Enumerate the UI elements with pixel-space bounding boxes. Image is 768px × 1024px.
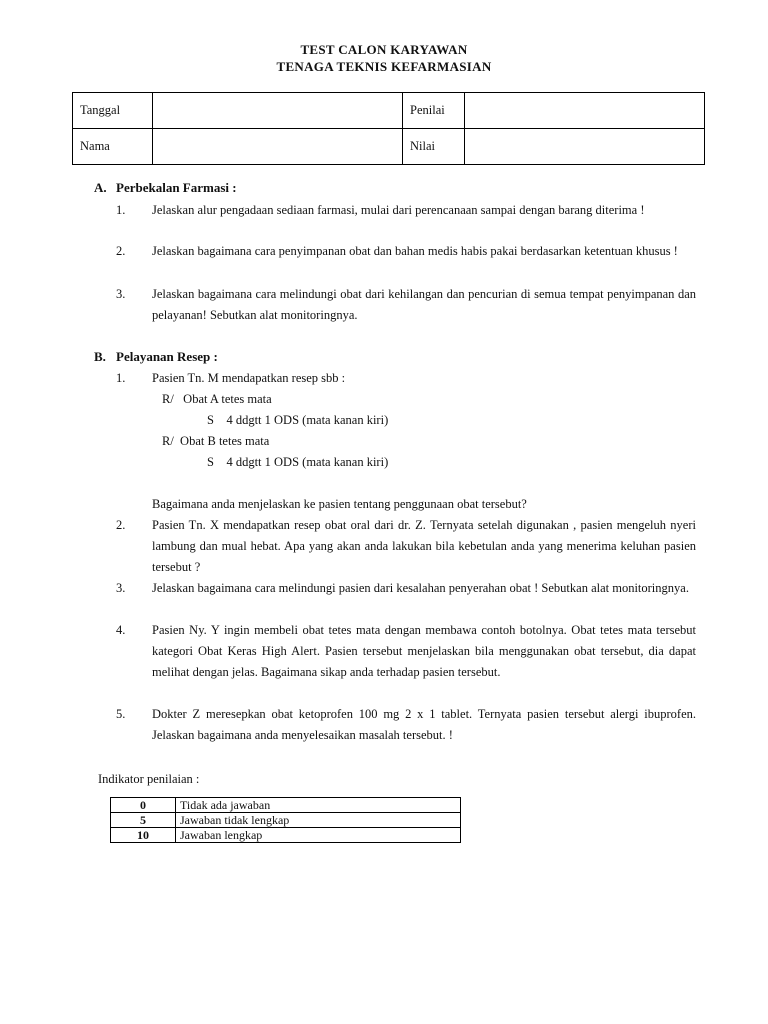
score-value: 5 — [111, 813, 176, 828]
question-number: 5. — [116, 707, 126, 721]
question-text: Jelaskan bagaimana cara penyimpanan obat dan bahan medis habis pakai berdasarkan ketentuan khusus ! — [152, 244, 678, 258]
question-b5 — [116, 704, 696, 746]
prescription-signa-1: S 4 ddgtt 1 ODS (mata kanan kiri) — [207, 413, 389, 427]
question-text: Dokter Z meresepkan obat ketoprofen 100 mg 2 x 1 tablet. Ternyata pasien tersebut alergi ibuprofen. Jelaskan bagaimana anda menyelesaikan masalah tersebut. ! — [152, 707, 696, 742]
tanggal-field[interactable] — [153, 93, 403, 129]
document-title: TEST CALON KARYAWAN — [300, 42, 468, 57]
score-value: 0 — [111, 798, 176, 813]
question-a3 — [116, 284, 696, 326]
question-number: 2. — [116, 518, 126, 532]
identity-table — [72, 92, 705, 165]
nilai-label: Nilai — [403, 129, 465, 165]
question-number: 1. — [116, 371, 126, 385]
question-number: 1. — [116, 203, 126, 217]
penilai-label: Penilai — [403, 93, 465, 129]
question-intro: Pasien Tn. M mendapatkan resep sbb : — [152, 371, 346, 385]
question-text: Jelaskan bagaimana cara melindungi obat dari kehilangan dan pencurian di semua tempat penyimpanan dan pelayanan! Sebutkan alat monitoringnya. — [152, 287, 696, 322]
tanggal-label: Tanggal — [73, 93, 153, 129]
score-description: Tidak ada jawaban — [176, 798, 461, 813]
table-row — [73, 129, 705, 165]
question-b4 — [116, 620, 696, 683]
question-number: 4. — [116, 623, 126, 637]
indikator-label: Indikator penilaian : — [98, 772, 200, 786]
question-b1 — [116, 368, 696, 389]
section-b-title: Pelayanan Resep : — [116, 349, 218, 364]
table-row — [111, 813, 461, 828]
prescription-signa-2: S 4 ddgtt 1 ODS (mata kanan kiri) — [207, 455, 389, 469]
document-subtitle: TENAGA TEKNIS KEFARMASIAN — [276, 59, 492, 74]
question-b2 — [116, 515, 696, 578]
section-b-heading — [94, 349, 218, 365]
table-row — [73, 93, 705, 129]
question-text: Pasien Tn. X mendapatkan resep obat oral dari dr. Z. Ternyata setelah digunakan , pasien mengeluh nyeri lambung dan mual hebat. Apa yang akan anda lakukan bila kebetulan anda yang menerima keluhan pasien tersebut ? — [152, 518, 696, 574]
section-a-heading — [94, 180, 237, 196]
prescription-rx-1: R/ Obat A tetes mata — [162, 392, 272, 406]
table-row — [111, 798, 461, 813]
section-b-letter: B. — [94, 349, 106, 364]
nilai-field[interactable] — [465, 129, 705, 165]
question-number: 3. — [116, 581, 126, 595]
score-description: Jawaban lengkap — [176, 828, 461, 843]
question-a2 — [116, 241, 696, 262]
prescription-rx-2: R/ Obat B tetes mata — [162, 434, 270, 448]
nama-label: Nama — [73, 129, 153, 165]
score-indicator-table — [110, 797, 461, 843]
score-description: Jawaban tidak lengkap — [176, 813, 461, 828]
penilai-field[interactable] — [465, 93, 705, 129]
question-number: 2. — [116, 244, 126, 258]
question-number: 3. — [116, 287, 126, 301]
table-row — [111, 828, 461, 843]
question-text: Jelaskan alur pengadaan sediaan farmasi, mulai dari perencanaan sampai dengan barang diterima ! — [152, 203, 645, 217]
question-b3 — [116, 578, 696, 599]
question-text: Jelaskan bagaimana cara melindungi pasien dari kesalahan penyerahan obat ! Sebutkan alat monitoringnya. — [152, 581, 689, 595]
question-text: Pasien Ny. Y ingin membeli obat tetes mata dengan membawa contoh botolnya. Obat tetes mata tersebut kategori Obat Keras High Alert. Pasien tersebut menjelaskan bila menggunakan obat tersebut, dia dapat melihat dengan jelas. Bagaimana sikap anda terhadap pasien tersebut. — [152, 623, 696, 679]
question-b1-text: Bagaimana anda menjelaskan ke pasien tentang penggunaan obat tersebut? — [152, 497, 527, 511]
nama-field[interactable] — [153, 129, 403, 165]
section-a-letter: A. — [94, 180, 107, 195]
section-a-title: Perbekalan Farmasi : — [116, 180, 237, 195]
score-value: 10 — [111, 828, 176, 843]
question-a1 — [116, 200, 696, 221]
